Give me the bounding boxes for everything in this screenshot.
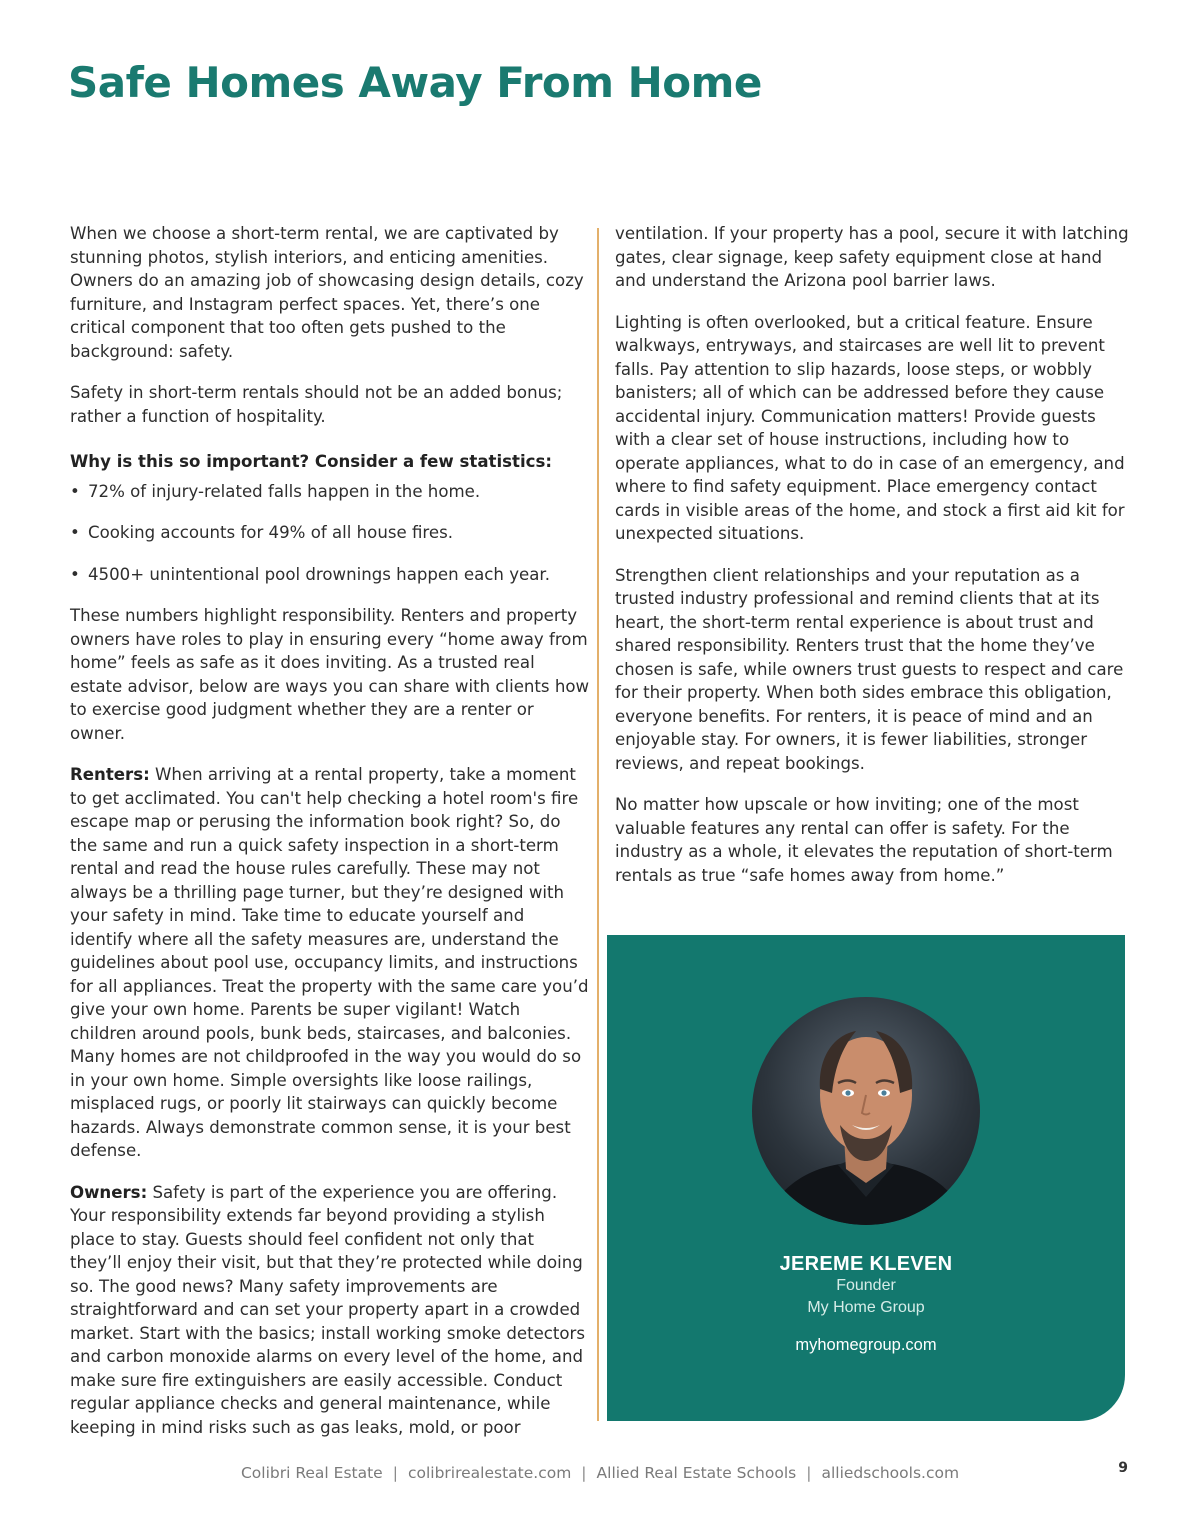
stats-heading: Why is this so important? Consider a few statistics: [70,452,552,471]
footer-link-colibri[interactable]: colibrirealestate.com [407,1464,572,1482]
footer-item-colibri: Colibri Real Estate [240,1464,383,1482]
renters-paragraph [70,763,590,1163]
portrait-illustration [752,997,980,1225]
renters-label: Renters: [70,765,150,784]
stat-item: • 72% of injury-related falls happen in the home. [70,480,590,504]
footer-separator: | [581,1464,587,1482]
page-title: Safe Homes Away From Home [68,58,762,107]
left-column [70,222,590,1457]
right-paragraph-3: Strengthen client relationships and your reputation as a trusted industry professional and remind clients that at its heart, the short-term rental experience is about trust and shared responsibility. Renters trust that the home they’ve chosen is safe, while owners trust guests to respect and care for their property. When both sides embrace this obligation, everyone benefits. For renters, it is peace of mind and an enjoyable stay. For owners, it is fewer liabilities, stronger reviews, and repeat bookings. [615,565,1124,773]
stat-item: • Cooking accounts for 49% of all house fires. [70,521,590,545]
author-portrait-icon [752,997,980,1225]
stat-item: • 4500+ unintentional pool drownings happen each year. [70,563,590,587]
author-role: Founder [836,1277,896,1294]
page-footer [0,1464,1200,1482]
right-paragraph-1: ventilation. If your property has a pool, secure it with latching gates, clear signage, keep safety equipment close at hand and understand the Arizona pool barrier laws. [615,224,1129,290]
footer-item-allied: Allied Real Estate Schools [596,1464,797,1482]
numbers-paragraph: These numbers highlight responsibility. Renters and property owners have roles to play in ensuring every “home away from home” feels as safe as it does inviting. As a trusted real estate advisor, below are ways you can share with clients how to exercise good judgment whether they are a renter or owner. [70,606,590,743]
footer-separator: | [392,1464,398,1482]
author-name: JEREME KLEVEN [779,1253,953,1275]
footer-separator: | [806,1464,812,1482]
owners-text: Safety is part of the experience you are offering. Your responsibility extends far beyond providing a stylish place to stay. Guests should feel confident not only that they’ll enjoy their visit, but that they’re protected while doing so. The good news? Many safety improvements are straightforward and can set your property apart in a crowded market. Start with the basics; install working smoke detectors and carbon monoxide alarms on every level of the home, and make sure fire extinguishers are easily accessible. Conduct regular appliance checks and general maintenance, while keeping in mind risks such as gas leaks, mold, or poor [70,1182,586,1437]
author-profile-card [607,935,1125,1421]
column-divider [597,228,599,1421]
footer-link-allied[interactable]: alliedschools.com [821,1464,960,1482]
right-paragraph-2: Lighting is often overlooked, but a critical feature. Ensure walkways, entryways, and staircases are well lit to prevent falls. Pay attention to slip hazards, loose steps, or wobbly banisters; all of which can be addressed before they cause accidental injury. Communication matters! Provide guests with a clear set of house instructions, including how to operate appliances, what to do in case of an emergency, and where to find safety equipment. Place emergency contact cards in visible areas of the home, and stock a first aid kit for unexpected situations. [615,312,1125,543]
owners-label: Owners: [70,1182,148,1202]
right-column [615,222,1135,905]
author-website-link[interactable]: myhomegroup.com [795,1336,937,1354]
author-company: My Home Group [807,1299,925,1316]
page-number: 9 [1118,1460,1128,1476]
stats-list [70,480,590,587]
owners-paragraph [70,1181,590,1440]
renters-text: When arriving at a rental property, take a moment to get acclimated. You can't help checking a hotel room's fire escape map or perusing the information book right? So, do the same and run a quick safety inspection in a short-term rental and read the house rules carefully. These may not always be a thrilling page turner, but they’re designed with your safety in mind. Take time to educate yourself and identify where all the safety measures are, understand the guidelines about pool use, occupancy limits, and instructions for all appliances. Treat the property with the same care you’d give your own home. Parents be super vigilant! Watch children around pools, bunk beds, staircases, and balconies. Many homes are not childproofed in the way you would do so in your own home. Simple oversights like loose railings, misplaced rugs, or poorly lit stairways can quickly become hazards. Always demonstrate common sense, it is your best defense. [70,765,589,1160]
intro-paragraph-1: When we choose a short-term rental, we are captivated by stunning photos, stylish interiors, and enticing amenities. Owners do an amazing job of showcasing design details, cozy furniture, and Instagram perfect spaces. Yet, there’s one critical component that too often gets pushed to the background: safety. [70,224,584,361]
right-paragraph-4: No matter how upscale or how inviting; one of the most valuable features any rental can offer is safety. For the industry as a whole, it elevates the reputation of short-term rentals as true “safe homes away from home.” [615,795,1113,885]
intro-paragraph-2: Safety in short-term rentals should not be an added bonus; rather a function of hospitality. [70,383,563,426]
